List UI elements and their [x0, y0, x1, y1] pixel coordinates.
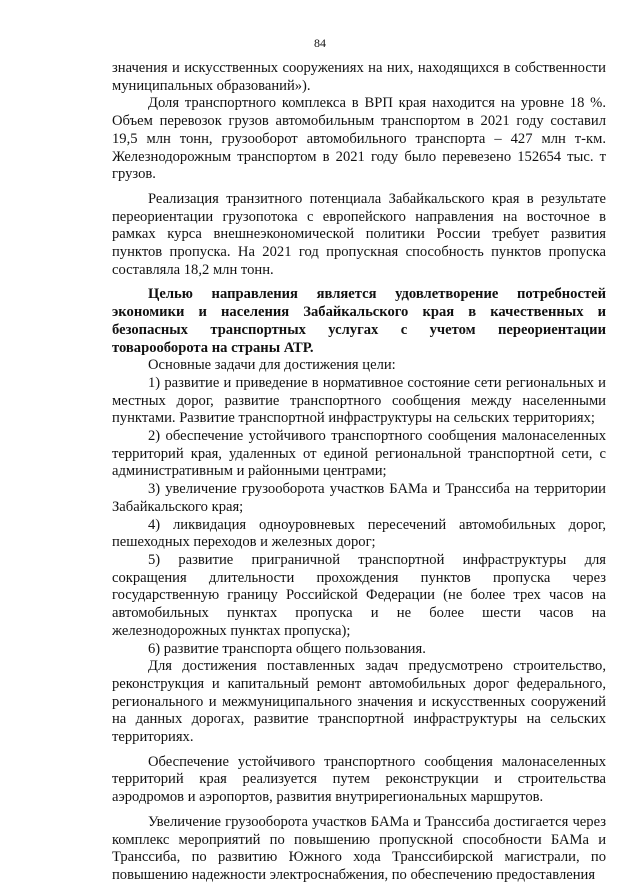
document-body	[112, 60, 606, 885]
paragraph-road-construction: Для достижения поставленных задач предусмотрено строительство, реконструкция и капитальный ремонт автомобильных дорог федерального, регионального и межмуниципального значения и искусственных сооружений на данных дорогах, развитие транспортной инфраструктуры на сельских территориях.	[112, 658, 606, 746]
list-item-task-2: 2) обеспечение устойчивого транспортного сообщения малонаселенных территорий края, удаленных от единой региональной транспортной сети, с административным и районными центрами;	[112, 428, 606, 480]
paragraph-cargo-turnover: Увеличение грузооборота участков БАМа и Транссиба достигается через комплекс мероприятий по повышению пропускной способности БАМа и Транссиба, по развитию Южного хода Транссибирской магистрали, по повышению надежности электроснабжения, по обеспечению предоставления	[112, 813, 606, 883]
list-item-task-3: 3) увеличение грузооборота участков БАМа и Транссиба на территории Забайкальского края;	[112, 481, 606, 515]
paragraph-goal: Целью направления является удовлетворение потребностей экономики и населения Забайкальского края в качественных и безопасных транспортных услугах с учетом переориентации товарооборота на страны АТР.	[112, 286, 606, 356]
paragraph-continuation: значения и искусственных сооружениях на них, находящихся в собственности муниципальных образований»).	[112, 60, 606, 94]
list-item-task-4: 4) ликвидация одноуровневых пересечений автомобильных дорог, пешеходных переходов и железных дорог;	[112, 516, 606, 551]
paragraph-transit-potential: Реализация транзитного потенциала Забайкальского края в результате переориентации грузопотока с европейского направления на восточное в рамках курса внешнеэкономической политики России требует развития пунктов пропуска. На 2021 год пропускная способность пунктов пропуска составляла 18,2 млн тонн.	[112, 190, 606, 278]
list-item-task-1: 1) развитие и приведение в нормативное состояние сети региональных и местных дорог, развитие транспортного сообщения между населенными пунктами. Развитие транспортной инфраструктуры на сельских территориях;	[112, 374, 606, 427]
paragraph-tasks-heading: Основные задачи для достижения цели:	[148, 357, 396, 374]
paragraph-sparse-territories: Обеспечение устойчивого транспортного сообщения малонаселенных территорий края реализуется путем реконструкции и строительства аэродромов и аэропортов, развития внутрирегиональных маршрутов.	[112, 753, 606, 806]
list-item-task-5: 5) развитие приграничной транспортной инфраструктуры для сокращения длительности прохождения пунктов пропуска через государственную границу Российской Федерации (не более трех часов на автомобильных пунктах пропуска и не более шести часов на железнодорожных пунктах пропуска);	[112, 551, 606, 639]
paragraph-transport-share: Доля транспортного комплекса в ВРП края находится на уровне 18 %. Объем перевозок грузов автомобильным транспортом в 2021 году составил 19,5 млн тонн, грузооборот автомобильного транспорта – 427 млн т-км. Железнодорожным транспортом в 2021 году было перевезено 152654 тыс. т грузов.	[112, 95, 606, 183]
list-item-task-6: 6) развитие транспорта общего пользования.	[148, 640, 426, 657]
page-number: 84	[314, 36, 326, 50]
